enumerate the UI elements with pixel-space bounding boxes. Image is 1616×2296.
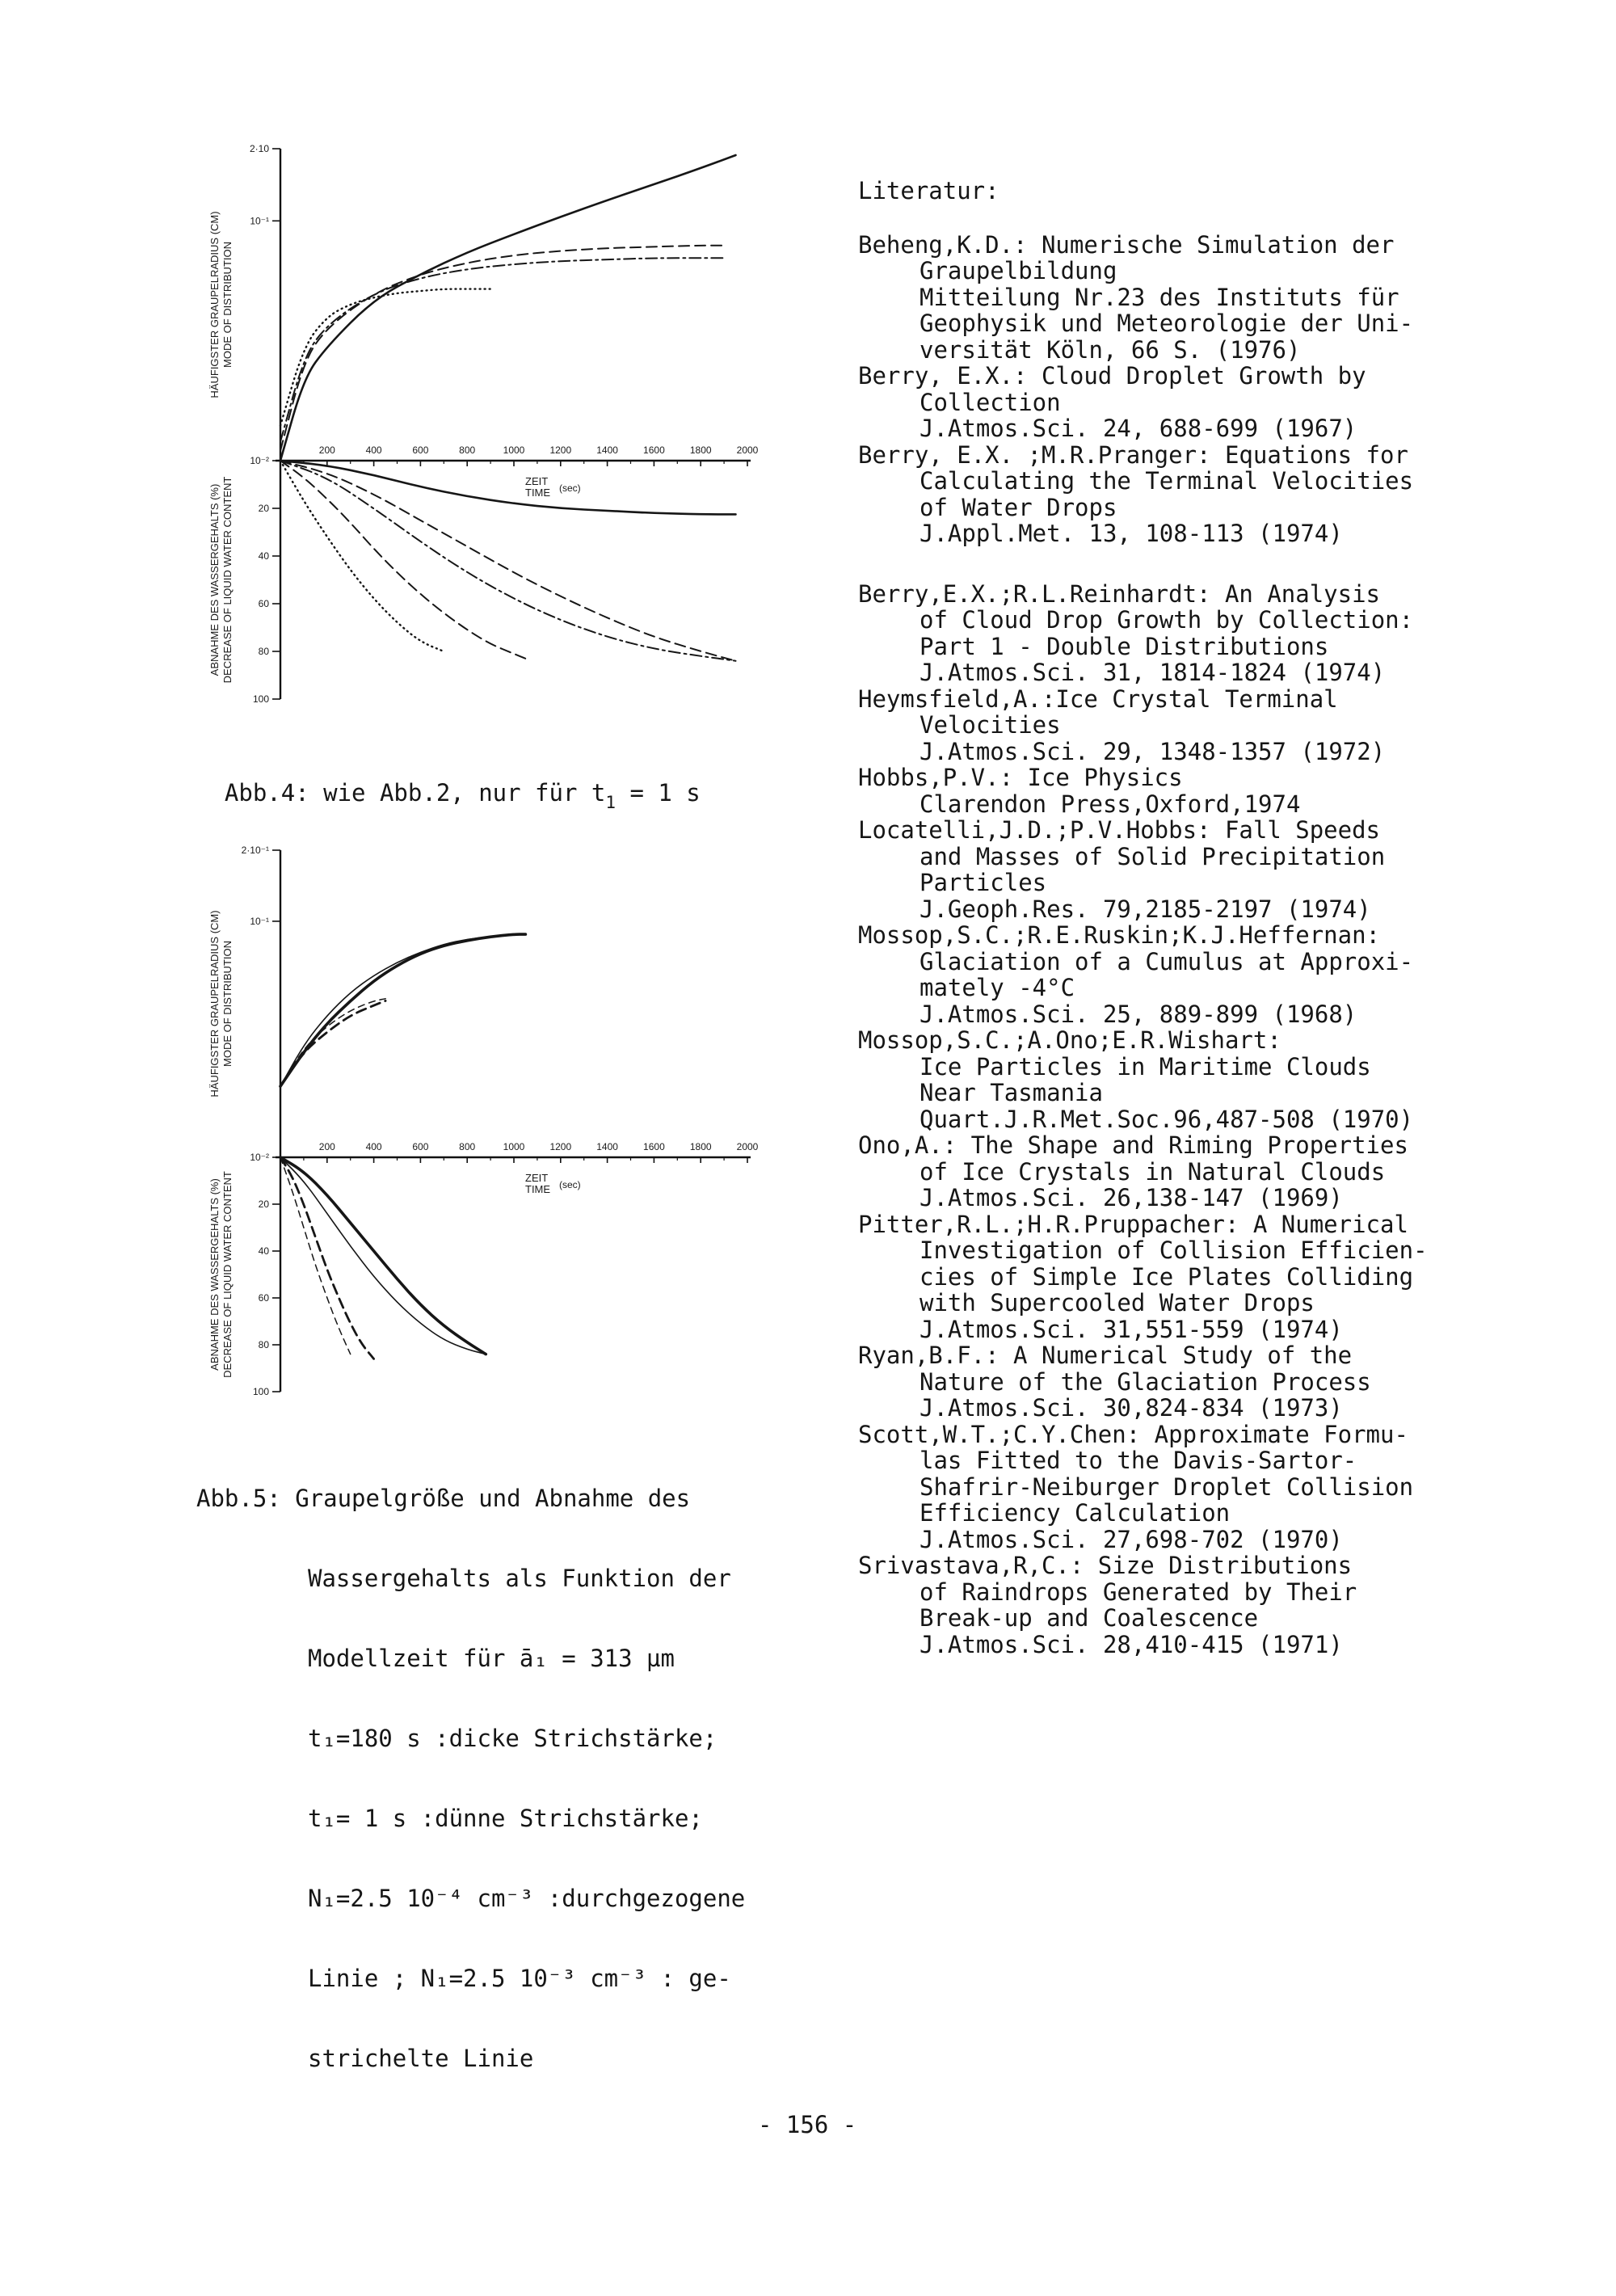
reference-line: Beheng,K.D.: Numerische Simulation der <box>858 230 1395 259</box>
reference-entry <box>858 1132 1601 1211</box>
reference-line: J.Atmos.Sci. 30,824-834 (1973) <box>920 1394 1343 1422</box>
reference-line: Mossop,S.C.;R.E.Ruskin;K.J.Heffernan: <box>858 921 1381 949</box>
caption-abb5-line: t₁= 1 s :dünne Strichstärke; <box>308 1805 703 1832</box>
reference-line: Efficiency Calculation <box>920 1499 1231 1527</box>
reference-line: J.Geoph.Res. 79,2185-2197 (1974) <box>920 895 1371 923</box>
reference-entry <box>858 363 1601 442</box>
reference-line: Ice Particles in Maritime Clouds <box>920 1052 1371 1081</box>
y-tick-label: 10⁻¹ <box>250 215 269 227</box>
reference-line: Velocities <box>920 711 1061 739</box>
reference-line: Part 1 - Double Distributions <box>920 632 1329 660</box>
x-tick-label: 600 <box>412 1141 429 1152</box>
reference-entry <box>858 1027 1601 1132</box>
y-axis-label: HÄUFIGSTER GRAUPELRADIUS (CM) <box>208 211 221 398</box>
reference-line: Glaciation of a Cumulus at Approxi- <box>920 947 1414 975</box>
caption-abb4-text: Abb.4: wie Abb.2, nur für t <box>224 779 606 807</box>
series-line-solid-thick <box>280 934 525 1086</box>
figure-abb5 <box>194 832 776 1414</box>
x-tick-label: 600 <box>412 444 429 456</box>
y-tick-label: 10⁻² <box>250 1152 269 1163</box>
reference-line: Hobbs,P.V.: Ice Physics <box>858 764 1183 791</box>
reference-line: cies of Simple Ice Plates Colliding <box>920 1262 1414 1291</box>
reference-line: las Fitted to the Davis-Sartor- <box>920 1447 1357 1474</box>
x-axis-label: ZEIT <box>525 475 549 487</box>
caption-abb5-line: N₁=2.5 10⁻⁴ cm⁻³ :durchgezogene <box>308 1885 746 1912</box>
y-tick-label: 40 <box>258 550 269 562</box>
reference-line: Calculating the Terminal Velocities <box>920 467 1414 495</box>
y-tick-label: 10⁻¹ <box>250 915 269 927</box>
reference-line: Srivastava,R,C.: Size Distributions <box>858 1552 1353 1579</box>
reference-line: J.Appl.Met. 13, 108-113 (1974) <box>920 520 1343 547</box>
x-tick-label: 400 <box>365 444 382 456</box>
series-line-dashed-thin <box>280 999 385 1086</box>
reference-line: J.Atmos.Sci. 28,410-415 (1971) <box>920 1630 1343 1658</box>
y-axis-label-en: MODE OF DISTRIBUTION <box>221 941 234 1067</box>
y-tick-label: 100 <box>252 1386 269 1397</box>
reference-line: Geophysik und Meteorologie der Uni- <box>920 310 1414 337</box>
caption-abb5-line: t₁=180 s :dicke Strichstärke; <box>308 1725 718 1752</box>
reference-line: Clarendon Press,Oxford,1974 <box>920 790 1301 818</box>
y-axis-label-en: DECREASE OF LIQUID WATER CONTENT <box>221 476 234 684</box>
reference-line: with Supercooled Water Drops <box>920 1289 1315 1317</box>
reference-line: of Ice Crystals in Natural Clouds <box>920 1157 1386 1186</box>
reference-entry <box>858 817 1601 922</box>
reference-line: Scott,W.T.;C.Y.Chen: Approximate Formu- <box>858 1420 1408 1448</box>
x-tick-label: 1600 <box>643 444 665 456</box>
x-tick-label: 1800 <box>689 444 712 456</box>
x-tick-label: 200 <box>318 444 335 456</box>
reference-line: Near Tasmania <box>920 1079 1103 1106</box>
reference-line: Berry, E.X.: Cloud Droplet Growth by <box>858 362 1366 390</box>
x-tick-label: 1400 <box>596 444 618 456</box>
reference-line: versität Köln, 66 S. (1976) <box>920 335 1301 364</box>
reference-line: Berry, E.X. ;M.R.Pranger: Equations for <box>858 440 1408 469</box>
x-axis-unit: (sec) <box>559 1179 581 1190</box>
reference-entry <box>858 1211 1601 1343</box>
y-tick-label: 2·10⁻¹ <box>241 845 269 856</box>
figure-abb4 <box>194 129 776 727</box>
x-tick-label: 1600 <box>643 1141 665 1152</box>
reference-entry <box>858 232 1601 364</box>
reference-line: Pitter,R.L.;H.R.Pruppacher: A Numerical <box>858 1210 1408 1238</box>
reference-line: mately -4°C <box>920 974 1075 1001</box>
series-line-solid-thick <box>280 1157 486 1354</box>
y-tick-label: 10⁻² <box>250 455 269 466</box>
reference-line: Mitteilung Nr.23 des Instituts für <box>920 283 1399 311</box>
series-line-dashdot <box>280 461 736 661</box>
x-tick-label: 200 <box>318 1141 335 1152</box>
reference-entry <box>858 1552 1601 1658</box>
reference-line: of Raindrops Generated by Their <box>920 1578 1357 1606</box>
y-tick-label: 100 <box>252 693 269 705</box>
y-tick-label: 20 <box>258 503 269 514</box>
series-line-dashed-thick <box>280 1001 385 1086</box>
y-tick-label: 60 <box>258 598 269 609</box>
series-line-solid <box>280 461 736 514</box>
series-line-dashed-thin <box>280 1157 351 1354</box>
y-tick-label: 20 <box>258 1199 269 1210</box>
reference-line: Graupelbildung <box>920 257 1117 284</box>
reference-line: Investigation of Collision Efficien- <box>920 1236 1428 1264</box>
series-line-dashed <box>280 246 724 451</box>
reference-line: Particles <box>920 869 1047 896</box>
x-axis-label-en: TIME <box>525 1183 551 1195</box>
reference-line: J.Atmos.Sci. 25, 889-899 (1968) <box>920 1000 1357 1028</box>
reference-entry <box>858 922 1601 1027</box>
y-axis-label: HÄUFIGSTER GRAUPELRADIUS (CM) <box>208 910 221 1097</box>
x-tick-label: 800 <box>459 1141 476 1152</box>
reference-line: J.Atmos.Sci. 27,698-702 (1970) <box>920 1525 1343 1553</box>
reference-entry <box>858 686 1601 765</box>
reference-line: Heymsfield,A.:Ice Crystal Terminal <box>858 685 1338 713</box>
page-number: - 156 - <box>758 2111 857 2138</box>
y-tick-label: 40 <box>258 1245 269 1257</box>
chart-abb4 <box>194 129 776 727</box>
caption-abb4-tail: = 1 s <box>615 779 701 807</box>
reference-line: J.Atmos.Sci. 24, 688-699 (1967) <box>920 415 1357 442</box>
y-tick-label: 80 <box>258 646 269 657</box>
reference-line: Nature of the Glaciation Process <box>920 1367 1371 1396</box>
series-line-solid <box>280 155 736 461</box>
y-tick-label: 60 <box>258 1292 269 1304</box>
reference-line: Ono,A.: The Shape and Riming Properties <box>858 1131 1408 1159</box>
reference-line: Shafrir-Neiburger Droplet Collision <box>920 1472 1414 1501</box>
y-axis-label: ABNAHME DES WASSERGEHALTS (%) <box>208 483 221 676</box>
series-line-solid-thin <box>280 934 525 1086</box>
reference-entry <box>858 1342 1601 1422</box>
y-axis-label-en: DECREASE OF LIQUID WATER CONTENT <box>221 1171 234 1378</box>
series-line-solid-thin <box>280 1157 486 1354</box>
caption-abb5-line: Modellzeit für ā₁ = 313 µm <box>308 1645 675 1672</box>
series-line-dotted <box>280 289 490 426</box>
x-axis-label-en: TIME <box>525 487 551 499</box>
reference-line: J.Atmos.Sci. 26,138-147 (1969) <box>920 1184 1343 1211</box>
y-axis-label: ABNAHME DES WASSERGEHALTS (%) <box>208 1178 221 1371</box>
reference-list <box>858 232 1601 1658</box>
reference-line: Collection <box>920 388 1061 416</box>
figure-caption-abb5 <box>196 1432 745 2099</box>
x-tick-label: 400 <box>365 1141 382 1152</box>
reference-line: Break-up and Coalescence <box>920 1604 1259 1632</box>
caption-abb5-line: Linie ; N₁=2.5 10⁻³ cm⁻³ : ge- <box>308 1965 731 1992</box>
x-tick-label: 800 <box>459 444 476 456</box>
reference-entry <box>858 1422 1601 1553</box>
y-tick-label: 80 <box>258 1339 269 1350</box>
caption-abb5-line: strichelte Linie <box>308 2045 534 2072</box>
references-heading: Literatur: <box>858 177 999 204</box>
chart-abb5 <box>194 832 776 1414</box>
reference-line: Berry,E.X.;R.L.Reinhardt: An Analysis <box>858 579 1381 608</box>
x-tick-label: 1200 <box>549 444 572 456</box>
caption-abb5-line: Abb.5: Graupelgröße und Abnahme des <box>196 1485 691 1512</box>
caption-abb5-line: Wassergehalts als Funktion der <box>308 1565 731 1592</box>
references-section <box>858 178 1601 1658</box>
x-tick-label: 1000 <box>503 444 525 456</box>
y-tick-label: 2·10 <box>249 143 269 154</box>
reference-line: of Cloud Drop Growth by Collection: <box>920 606 1414 634</box>
reference-line: J.Atmos.Sci. 31,551-559 (1974) <box>920 1315 1343 1343</box>
reference-line: Mossop,S.C.;A.Ono;E.R.Wishart: <box>858 1026 1281 1054</box>
x-tick-label: 2000 <box>736 1141 759 1152</box>
x-axis-label: ZEIT <box>525 1172 549 1184</box>
x-tick-label: 2000 <box>736 444 759 456</box>
x-tick-label: 1200 <box>549 1141 572 1152</box>
caption-abb4-subscript: 1 <box>605 793 616 812</box>
reference-line: J.Atmos.Sci. 31, 1814-1824 (1974) <box>920 659 1386 686</box>
reference-line: of Water Drops <box>920 493 1117 521</box>
series-line-dashdot <box>280 258 724 441</box>
reference-line: Ryan,B.F.: A Numerical Study of the <box>858 1342 1353 1369</box>
x-axis-unit: (sec) <box>559 482 581 494</box>
reference-line: Quart.J.R.Met.Soc.96,487-508 (1970) <box>920 1105 1414 1133</box>
reference-line: J.Atmos.Sci. 29, 1348-1357 (1972) <box>920 737 1386 765</box>
series-line-dashed <box>280 461 525 659</box>
reference-line: and Masses of Solid Precipitation <box>920 842 1386 870</box>
x-tick-label: 1000 <box>503 1141 525 1152</box>
y-axis-label-en: MODE OF DISTRIBUTION <box>221 242 234 368</box>
reference-entry <box>858 581 1601 686</box>
reference-entry <box>858 442 1601 547</box>
series-line-dashed <box>280 461 736 661</box>
x-tick-label: 1800 <box>689 1141 712 1152</box>
reference-line: Locatelli,J.D.;P.V.Hobbs: Fall Speeds <box>858 816 1381 844</box>
reference-entry <box>858 765 1601 817</box>
x-tick-label: 1400 <box>596 1141 618 1152</box>
figure-caption-abb4 <box>196 753 701 812</box>
